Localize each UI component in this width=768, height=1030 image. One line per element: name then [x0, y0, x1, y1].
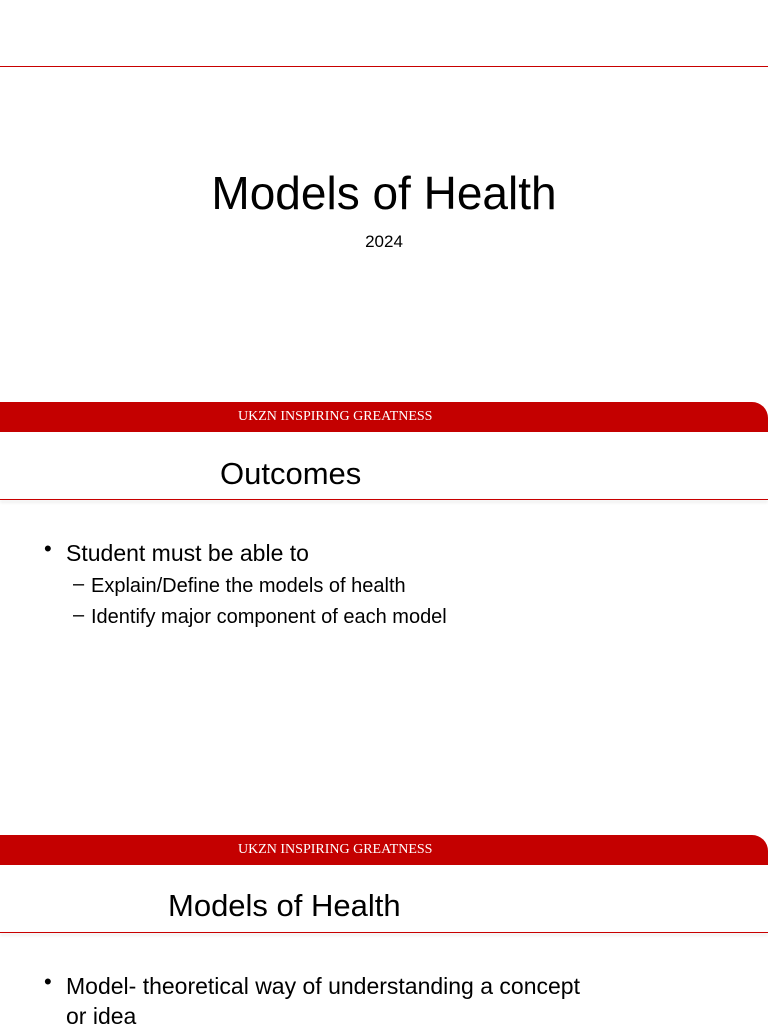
bullet-icon: • [44, 536, 52, 561]
bullet-text-continuation: or idea [66, 1003, 137, 1029]
list-item [44, 536, 744, 568]
slide-subtitle: 2024 [365, 232, 403, 251]
list-item [44, 969, 744, 1001]
sub-bullet-text: Explain/Define the models of health [91, 575, 406, 597]
sub-list-item [73, 606, 753, 630]
models-divider [0, 932, 768, 933]
dash-icon: – [73, 604, 85, 626]
sub-bullet-text: Identify major component of each model [91, 606, 447, 628]
slide-title: Models of Health [211, 167, 557, 219]
top-divider [0, 66, 768, 67]
footer-text: UKZN INSPIRING GREATNESS [238, 409, 433, 424]
outcomes-heading: Outcomes [220, 456, 362, 491]
footer-text: UKZN INSPIRING GREATNESS [238, 842, 433, 857]
footer-band [0, 402, 768, 432]
footer-band [0, 835, 768, 865]
bullet-text: Model- theoretical way of understanding a concept [66, 973, 580, 999]
bullet-icon: • [44, 969, 52, 994]
models-heading: Models of Health [168, 888, 401, 923]
sub-list-item [73, 575, 753, 599]
bullet-text: Student must be able to [66, 540, 309, 566]
outcomes-divider [0, 499, 768, 500]
dash-icon: – [73, 573, 85, 595]
